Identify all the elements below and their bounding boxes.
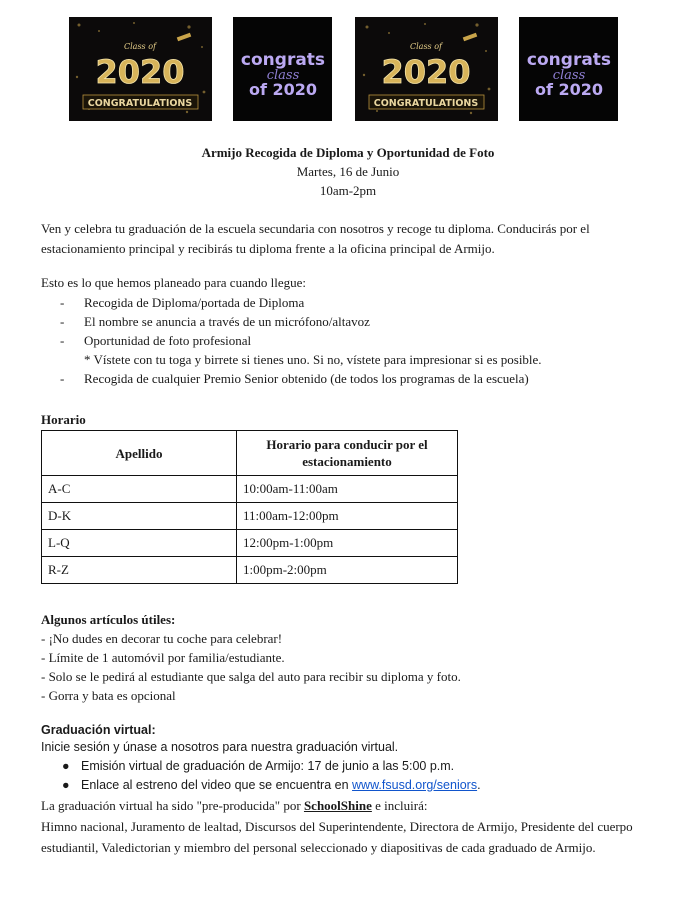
year-text: 2020: [95, 53, 185, 91]
class-of-2020-banner-2: [355, 17, 498, 121]
class-text: class: [266, 68, 300, 83]
virtual-heading: Graduación virtual:: [41, 723, 156, 737]
list-item: ● Enlace al estreno del video que se encuentra en www.fsusd.org/seniors.: [62, 778, 481, 792]
congrats-banner-1: [233, 17, 332, 121]
plan-item: - Oportunidad de foto profesional: [60, 333, 252, 348]
intro-paragraph: Ven y celebra tu graduación de la escuela secundaria con nosotros y recoge tu diploma. Conducirás por el estacionamiento principal y recibirás tu diploma frente a la oficina principal de Armijo.: [41, 221, 590, 256]
list-item: - Gorra y bata es opcional: [41, 688, 176, 703]
table-row: [42, 503, 458, 530]
plan-list: [60, 293, 660, 388]
table-row: [42, 557, 458, 584]
list-item: - ¡No dudes en decorar tu coche para celebrar!: [41, 631, 283, 646]
table-cell: A-C: [42, 476, 237, 503]
page-title: Armijo Recogida de Diploma y Oportunidad de Foto: [201, 145, 495, 160]
table-cell: D-K: [42, 503, 237, 530]
list-item: - Solo se le pedirá al estudiante que salga del auto para recibir su diploma y foto.: [41, 669, 461, 684]
event-date: Martes, 16 de Junio: [296, 164, 400, 179]
class-of-text: Class of: [124, 42, 156, 51]
table-cell: 12:00pm-1:00pm: [237, 530, 458, 557]
closing-paragraph: La graduación virtual ha sido "pre-producida" por SchoolShine e incluirá: Himno nacional, Juramento de lealtad, Discursos del Superintendente, Directora de Armijo, Presidente del cuerpo estudiantil, Valedictorian y miembro del personal seleccionado y diapositivas de cada graduado de Armijo.: [41, 798, 633, 855]
plan-note: * Vístete con tu toga y birrete si tienes uno. Si no, vístete para impresionar si es posible.: [84, 352, 542, 367]
plan-heading: Esto es lo que hemos planeado para cuando llegue:: [41, 275, 306, 290]
table-row: [42, 476, 458, 503]
congrats-text: congrats: [240, 50, 326, 70]
table-row: [42, 530, 458, 557]
list-item: - Límite de 1 automóvil por familia/estudiante.: [41, 650, 285, 665]
congrats-text: congrats: [526, 50, 612, 70]
plan-item: - Recogida de Diploma/portada de Diploma: [60, 295, 305, 310]
table-cell: 11:00am-12:00pm: [237, 503, 458, 530]
class-text: class: [552, 68, 586, 83]
plan-item: - El nombre se anuncia a través de un micrófono/altavoz: [60, 314, 370, 329]
class-of-text: Class of: [410, 42, 442, 51]
schedule-table: [41, 430, 458, 584]
table-header-row: [42, 431, 458, 476]
congrats-banner-2: [519, 17, 618, 121]
program-list: Himno nacional, Juramento de lealtad, Discursos del Superintendente, Directora de Armijo, Presidente del cuerpo estudiantil, Valedictorian y miembro del personal seleccionado y diapositivas de cada graduado de Armijo.: [41, 819, 633, 855]
schedule-heading: Horario: [41, 412, 86, 427]
schoolshine-brand: SchoolShine: [303, 798, 372, 813]
plan-item: - Recogida de cualquier Premio Senior obtenido (de todos los programas de la escuela): [60, 371, 529, 386]
congratulations-text: CONGRATULATIONS: [373, 98, 479, 109]
seniors-link[interactable]: www.fsusd.org/seniors: [352, 778, 478, 792]
tips-list: [41, 629, 461, 705]
virtual-list: [62, 757, 481, 795]
header-cell-time: Horario para conducir por el estacionamiento: [237, 431, 458, 476]
header-cell-surname: Apellido: [42, 431, 237, 476]
table-cell: L-Q: [42, 530, 237, 557]
table-cell: 1:00pm-2:00pm: [237, 557, 458, 584]
of-year-text: of 2020: [248, 80, 318, 99]
congratulations-text: CONGRATULATIONS: [87, 98, 193, 109]
year-text: 2020: [381, 53, 471, 91]
tips-heading: Algunos artículos útiles:: [41, 612, 176, 627]
virtual-intro: Inicie sesión y únase a nosotros para nuestra graduación virtual.: [41, 740, 399, 754]
table-cell: R-Z: [42, 557, 237, 584]
list-item: ● Emisión virtual de graduación de Armijo: 17 de junio a las 5:00 p.m.: [62, 759, 455, 773]
of-year-text: of 2020: [534, 80, 604, 99]
event-time: 10am-2pm: [319, 183, 377, 198]
table-cell: 10:00am-11:00am: [237, 476, 458, 503]
class-of-2020-banner-1: [69, 17, 212, 121]
